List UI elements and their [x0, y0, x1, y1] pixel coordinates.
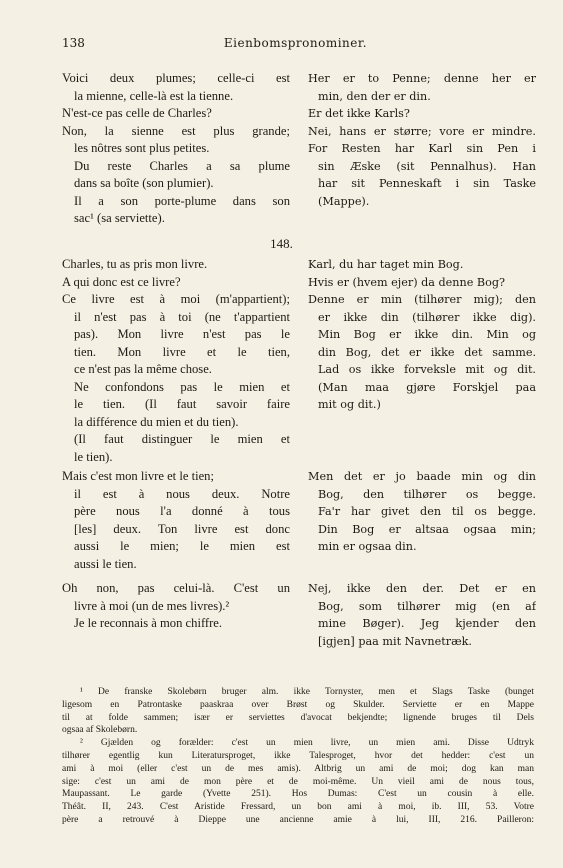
section-number: 148.: [270, 236, 293, 251]
french-line: le tien. (Il faut savoir faire: [74, 397, 290, 411]
danish-column: [308, 580, 536, 650]
footnote-line: ¹ De franske Skolebørn bruger alm. ikke Tornyster, men et Slags Taske (bunget: [80, 687, 534, 697]
footnote-line: Maupassant. Le garde (Yvette 251). Hos Dumas: C'est un cousin à elle.: [62, 789, 534, 800]
french-line: tien. Mon livre et le tien,: [74, 344, 290, 359]
danish-line: har sit Penneskaft i sin Taske: [318, 177, 536, 190]
page-header: [62, 36, 529, 54]
french-line: Non, la sienne est plus grande;: [62, 123, 290, 138]
french-line: sac¹ (sa serviette).: [74, 211, 165, 225]
page-number: 138: [62, 36, 85, 50]
danish-line: Min Bog er ikke din. Min og: [318, 328, 536, 341]
danish-line: (Mappe).: [318, 194, 370, 208]
footnote-line: ami à moi (eller c'est un de mes amis). Altbrig un ami de moi; dog kan man: [62, 763, 534, 774]
french-line: Charles, tu as pris mon livre.: [62, 257, 208, 271]
danish-line: Her er to Penne; denne her er: [308, 72, 536, 85]
danish-line: Er det ikke Karls?: [308, 107, 410, 120]
danish-line: Karl, du har taget min Bog.: [308, 258, 464, 271]
danish-column: [308, 70, 536, 210]
danish-line: sin Æske (sit Pennalhus). Han: [318, 159, 536, 173]
danish-line: Lad os ikke forveksle mit og dit.: [318, 363, 536, 376]
french-line: Du reste Charles a sa plume: [74, 158, 290, 173]
french-line: les nôtres sont plus petites.: [74, 141, 210, 155]
danish-line: er ikke din (tilhører ikke dig).: [318, 310, 536, 324]
french-line: Voici deux plumes; celle-ci est: [62, 71, 290, 85]
french-line: Ne confondons pas le mien et: [74, 379, 290, 394]
french-column: [62, 70, 290, 228]
french-line: il n'est pas à toi (ne t'appartient: [74, 309, 290, 324]
footnote-line: ligesom en Patrontaske paaskraa over Brøst og Skulder. Serviette er en Mappe: [62, 699, 534, 710]
danish-line: Denne er min (tilhører mig); den: [308, 293, 536, 306]
french-line: Je le reconnais à mon chiffre.: [74, 616, 223, 630]
footnote-line: ² Gjælden og forælder: c'est un mien livre, un mien ami. Disse Udtryk: [80, 738, 534, 749]
french-line: Ce livre est à moi (m'appartient);: [62, 292, 290, 306]
french-line: ce n'est pas la même chose.: [74, 362, 212, 376]
danish-column: [308, 468, 536, 556]
running-title: Eienbomspronominer.: [223, 36, 368, 50]
french-line: (Il faut distinguer le mien et: [74, 432, 290, 446]
danish-line: Bog, som tilhører mig (en af: [318, 599, 536, 613]
danish-line: Nej, ikke den der. Det er en: [308, 582, 536, 595]
danish-line: For Resten har Karl sin Pen i: [308, 142, 536, 155]
french-line: la mienne, celle-là est la tienne.: [74, 88, 234, 103]
danish-line: Bog, den tilhører os begge.: [318, 487, 536, 501]
french-column: [62, 256, 290, 466]
footnote-line: tilhører egentlig kun Literatursproget, ikke Talesproget, hvor det hedder: c'est un: [62, 750, 534, 761]
french-line: aussi le mien; le mien est: [74, 539, 290, 553]
french-column: [62, 580, 290, 633]
danish-line: Hvis er (hvem ejer) da denne Bog?: [308, 275, 506, 289]
footnote-line: Théât. II, 243. C'est Aristide Fressard, un bon ami à moi, ib. III, 53. Votre: [62, 802, 534, 813]
french-line: aussi le tien.: [74, 556, 137, 571]
french-line: le tien).: [74, 449, 113, 464]
footnote-line: ogsaa af Skolebørn.: [62, 725, 138, 736]
french-line: A qui donc est ce livre?: [62, 274, 181, 289]
footnote-line: til at folde sammen; især er serviettes d'avocat bekjendte; lignende bruges til Dels: [62, 712, 534, 723]
danish-line: [igjen] paa mit Navnetræk.: [318, 634, 472, 648]
french-line: Oh non, pas celui-là. C'est un: [62, 581, 290, 595]
french-line: pas). Mon livre n'est pas le: [74, 327, 290, 341]
french-line: [les] deux. Ton livre est donc: [74, 521, 290, 536]
danish-line: (Man maa gjøre Forskjel paa: [318, 380, 536, 394]
danish-line: mine Bøger). Jeg kjender den: [318, 617, 536, 630]
danish-line: min, den der er din.: [318, 89, 431, 103]
footnote-line: père a retrouvé à Dieppe une ancienne amie à lui, III, 216. Pailleron:: [62, 814, 534, 825]
footnote-line: sige: c'est un ami de mon père et de moi-même. Un vieil ami de nous tous,: [62, 776, 534, 787]
french-line: père nous l'a donné à tous: [74, 504, 290, 518]
footnotes: [62, 686, 534, 827]
french-line: livre à moi (un de mes livres).²: [74, 598, 230, 613]
danish-line: mit og dit.): [318, 398, 381, 411]
danish-line: din Bog, det er ikke det samme.: [318, 345, 536, 359]
danish-line: Din Bog er altsaa ogsaa min;: [318, 522, 536, 536]
danish-column: [308, 256, 536, 414]
french-line: dans sa boîte (son plumier).: [74, 176, 214, 190]
french-line: Il a son porte-plume dans son: [74, 193, 290, 208]
french-line: la différence du mien et du tien).: [74, 414, 239, 429]
danish-line: Nei, hans er større; vore er mindre.: [308, 124, 536, 138]
danish-line: Fa'r har givet den til os begge.: [318, 505, 536, 518]
french-column: [62, 468, 290, 573]
french-line: il est à nous deux. Notre: [74, 486, 290, 501]
french-line: Mais c'est mon livre et le tien;: [62, 469, 214, 483]
danish-line: Men det er jo baade min og din: [308, 470, 536, 483]
danish-line: min er ogsaa din.: [318, 540, 417, 553]
french-line: N'est-ce pas celle de Charles?: [62, 106, 212, 120]
